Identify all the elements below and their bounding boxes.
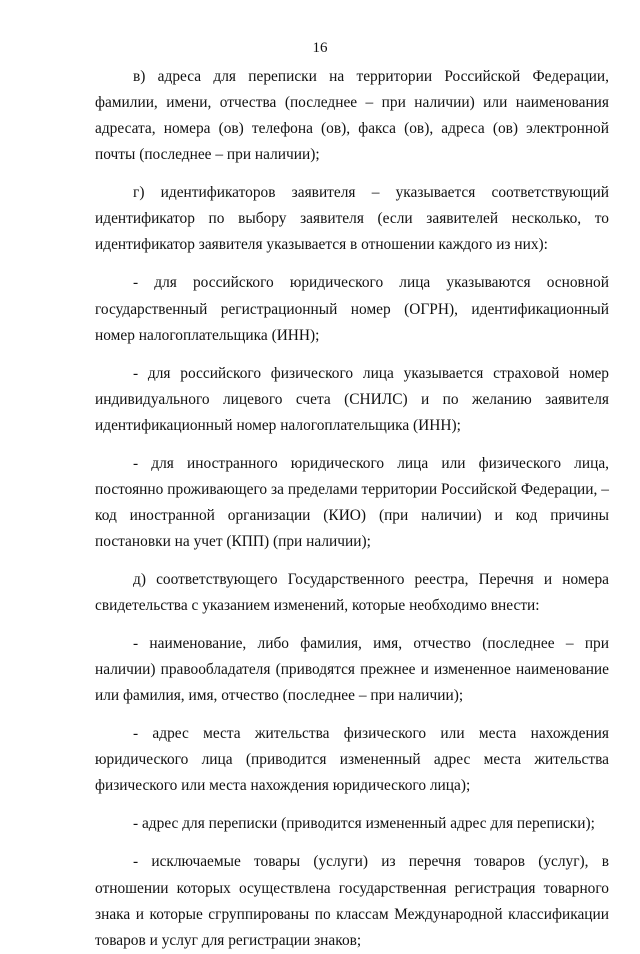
paragraph-foreign-entity: - для иностранного юридического лица или физического лица, постоянно проживающего за пределами территории Российской Федерации, – код иностранной организации (КИО) (при наличии) и код причины постановки на учет (КПП) (при наличии); xyxy=(95,454,609,551)
paragraph-russian-legal-entity: - для российского юридического лица указываются основной государственный регистрационный номер (ОГРН), идентификационный номер налогоплательщика (ИНН); xyxy=(95,274,609,344)
paragraph-correspondence-address: - адрес для переписки (приводится измененный адрес для переписки); xyxy=(133,815,595,833)
document-body xyxy=(95,64,609,954)
paragraph-holder-name: - наименование, либо фамилия, имя, отчество (последнее – при наличии) правообладателя (приводятся прежнее и измененное наименование или фамилия, имя, отчество (последнее – при наличии); xyxy=(95,635,609,705)
paragraph-excluded-goods: - исключаемые товары (услуги) из перечня товаров (услуг), в отношении которых осуществлена государственная регистрация товарного знака и которые сгруппированы по классам Международной классификации товаров и услуг для регистрации знаков; xyxy=(95,853,609,949)
paragraph-russian-individual: - для российского физического лица указывается страховой номер индивидуального лицевого счета (СНИЛС) и по желанию заявителя идентификационный номер налогоплательщика (ИНН); xyxy=(95,364,609,434)
paragraph-v-correspondence-address: в) адреса для переписки на территории Российской Федерации, фамилии, имени, отчества (последнее – при наличии) или наименования адресата, номера (ов) телефона (ов), факса (ов), адреса (ов) электронной почты (последнее – при наличии); xyxy=(95,68,609,164)
paragraph-g-applicant-identifiers: г) идентификаторов заявителя – указывается соответствующий идентификатор по выбору заявителя (если заявителей несколько, то идентификатор заявителя указывается в отношении каждого из них): xyxy=(95,184,609,254)
paragraph-residence-address: - адрес места жительства физического или места нахождения юридического лица (приводится измененный адрес места жительства физического или места нахождения юридического лица); xyxy=(95,725,609,795)
page-number: 16 xyxy=(312,40,328,56)
paragraph-d-register-changes: д) соответствующего Государственного реестра, Перечня и номера свидетельства с указанием изменений, которые необходимо внести: xyxy=(95,571,609,615)
